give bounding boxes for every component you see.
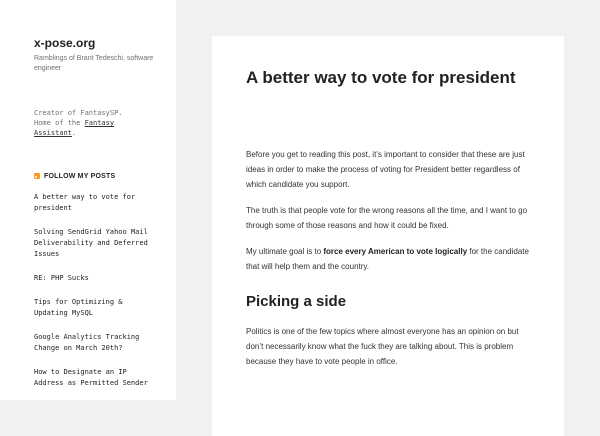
widget-title[interactable]: FOLLOW MY POSTS (44, 172, 116, 180)
list-item (34, 227, 149, 260)
sidebar (0, 0, 176, 400)
about-line-1: Creator of FantasySP. (34, 109, 123, 117)
site-title-link[interactable]: x-pose.org (34, 36, 96, 50)
post-link[interactable]: RE: PHP Sucks (34, 274, 89, 282)
list-item (34, 367, 149, 389)
post-link[interactable]: Tips for Optimizing & Updating MySQL (34, 298, 123, 317)
post-link[interactable]: A better way to vote for president (34, 193, 136, 212)
paragraph-2: The truth is that people vote for the wrong reasons all the time, and I want to go through some of those reasons and how it could be fixed. (246, 206, 528, 230)
list-item (34, 273, 149, 284)
recent-posts-list (34, 192, 149, 389)
list-item (34, 332, 149, 354)
paragraph-3 (246, 244, 538, 274)
post-link[interactable]: How to Designate an IP Address as Permitted Sender (34, 368, 148, 387)
paragraph-3-prefix: My ultimate goal is to (246, 247, 324, 256)
rss-icon[interactable] (34, 173, 40, 179)
follow-widget (34, 171, 176, 389)
about-text (34, 108, 159, 138)
list-item (34, 192, 149, 214)
site-description: Ramblings of Brant Tedeschi, software engineer (34, 55, 154, 72)
article-title: A better way to vote for president (246, 68, 516, 87)
paragraph-4: Politics is one of the few topics where almost everyone has an opinion on but don’t necessarily know what the fuck they are talking about. This is problem because they have to vote people in office. (246, 327, 519, 366)
paragraph-3-bold: force every American to vote logically (323, 247, 468, 256)
paragraph-3-suffix: for the candidate that will help them and the country. (246, 247, 529, 271)
about-line-2-prefix: Home of the (34, 119, 85, 127)
about-line-2-suffix: . (71, 129, 77, 137)
section-heading: Picking a side (246, 293, 347, 310)
article-content (246, 147, 538, 369)
fantasy-assistant-link[interactable]: Fantasy Assistant (34, 119, 115, 137)
paragraph-1: Before you get to reading this post, it’s important to consider that these are just ideas in order to make the process of voting for President better regardless of which candidate you support. (246, 150, 525, 189)
post-link[interactable]: Solving SendGrid Yahoo Mail Deliverability and Deferred Issues (34, 228, 148, 258)
widget-header[interactable] (34, 171, 176, 181)
post-link[interactable]: Google Analytics Tracking Change on March 20th? (34, 333, 140, 352)
article-card (212, 36, 564, 436)
list-item (34, 297, 149, 319)
